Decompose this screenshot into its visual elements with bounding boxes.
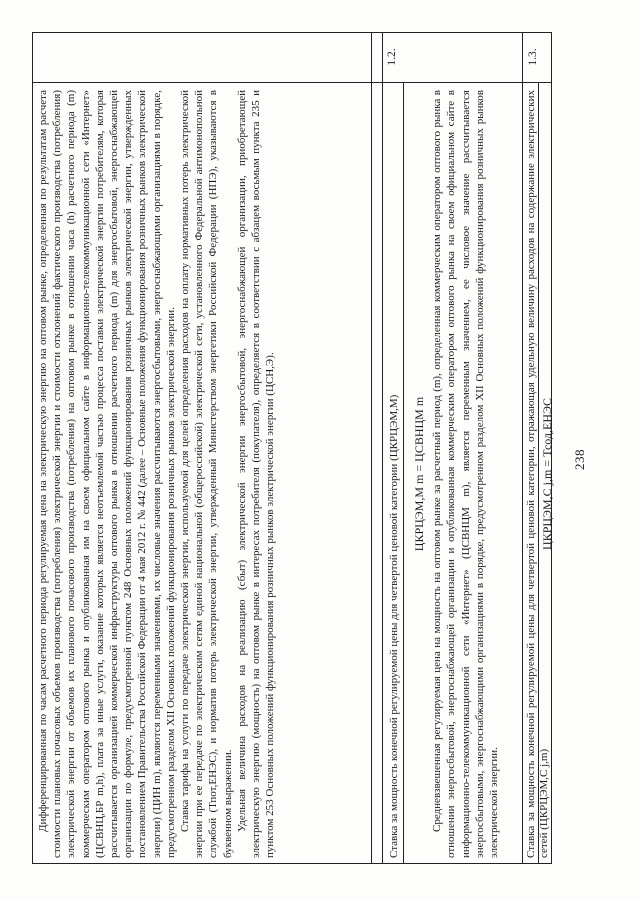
paragraph-transmission-tariff: Ставка тарифа на услуги по передаче электрической энергии, используемой для целей определения расходов на оплату нормативных потерь электрической энергии при ее передаче по электрическим сетям единой национальной (общероссийской) электрической сети, установленного Федеральной антимонопольной службой (Тпот,ЕНЭС), и норматив потерь электрической энергии, утвержденный Министерством энергетики Российской Федерации (НПЭ), указываются в буквенном выражении. [179,90,234,858]
formula-network-maintenance: ЦКРЦЭМ,С j,m = Тсод,ЕНЭС [540,398,554,550]
paragraph-weighted-capacity-price: Средневзвешенная регулируемая цена на мощность на оптовом рынке за расчетный период (m), определенная коммерческим оператором оптового рынка в отношении энергосбытовой, энергоснабжающей организации и опубликованная коммерческим оператором оптового рынка на своем официальном сайте в информационно-телекоммуникационной сети «Интернет» (ЦСВНЦМ m), является переменным значением, ее числовое значение рассчитывается энергосбытовыми, энергоснабжающими организациями в порядке, предусмотренном разделом XII Основных положений функционирования розничных рынков электрической энергии. [431,90,501,858]
row-1-2-body [406,84,501,864]
heading-capacity-rate: Ставка за мощность конечной регулируемой цены для четвертой ценовой категории (ЦКРЦЭМ,М) [388,394,400,858]
row-1-3-body [540,84,554,864]
paragraph-sales-costs: Удельная величина расходов на реализацию (сбыт) электрической энергии энергосбытовой, энергоснабжающей организации, приобретающей электрическую энергию (мощность) на оптовом рынке в интересах потребителя (покупателя), определяется в соответствии с абзацем восьмым пункта 235 и пунктом 253 Основных положений функционирования розничных рынков электрической энергии (ЦСН,Э). [235,90,277,858]
row-number-1-3: 1.3. [527,48,539,66]
row-1-2-heading [387,84,401,864]
heading-network-maintenance-rate: Ставка за мощность конечной регулируемой цены для четвертой ценовой категории, отражающая удельную величину расходов на содержание электрических сетей (ЦКРЦЭМ,С j,m) [525,90,550,858]
row-separator-1 [371,32,372,864]
row-separator-1b [382,32,383,864]
row-1-1-text [36,84,366,864]
row-separator-2 [522,32,523,864]
number-column-divider [32,82,552,83]
heading-divider-1-2 [403,82,404,864]
formula-capacity-rate: ЦКРЦЭМ,М m = ЦСВНЦМ m [412,396,426,552]
table-top-border [32,32,33,864]
table-right-border [32,32,552,33]
tariff-table [32,32,552,864]
row-number-1-2: 1.2. [386,48,398,66]
paragraph-wholesale-price: Дифференцированная по часам расчетного периода регулируемая цена на электрическую энергию на оптовом рынке, определенная по результатам расчета стоимости плановых почасовых объемов производства (потребления) электрической энергии и стоимости отклонений фактического производства (потребления) электрической энергии от объемов их планового почасового производства (потребления) на оптовом рынке в отношении часа (h) расчетного периода (m) коммерческим оператором оптового рынка и опубликованная им на своем официальном сайте в информационно-телекоммуникационной сети «Интернет» (ЦСВНЦ,БР m,h), плата за иные услуги, оказание которых является неотъемлемой частью процесса поставки электрической энергии потребителям, которая рассчитывается организацией коммерческой инфраструктуры оптового рынка в отношении расчетного периода (m) для энергосбытовой, энергоснабжающей организации по формуле, предусмотренной пунктом 248 Основных положений функционирования розничных рынков электрической энергии, утвержденных постановлением Правительства Российской Федерации от 4 мая 2012 г. № 442 (далее – Основные положения функционирования розничных рынков электрической энергии) (ЦИН m), являются переменными значениями, их числовые значения рассчитываются энергосбытовыми, энергоснабжающими организациями в порядке, предусмотренном разделом XII Основных положений функционирования розничных рынков электрической энергии. [37,90,177,858]
page-number: 238 [572,449,587,470]
